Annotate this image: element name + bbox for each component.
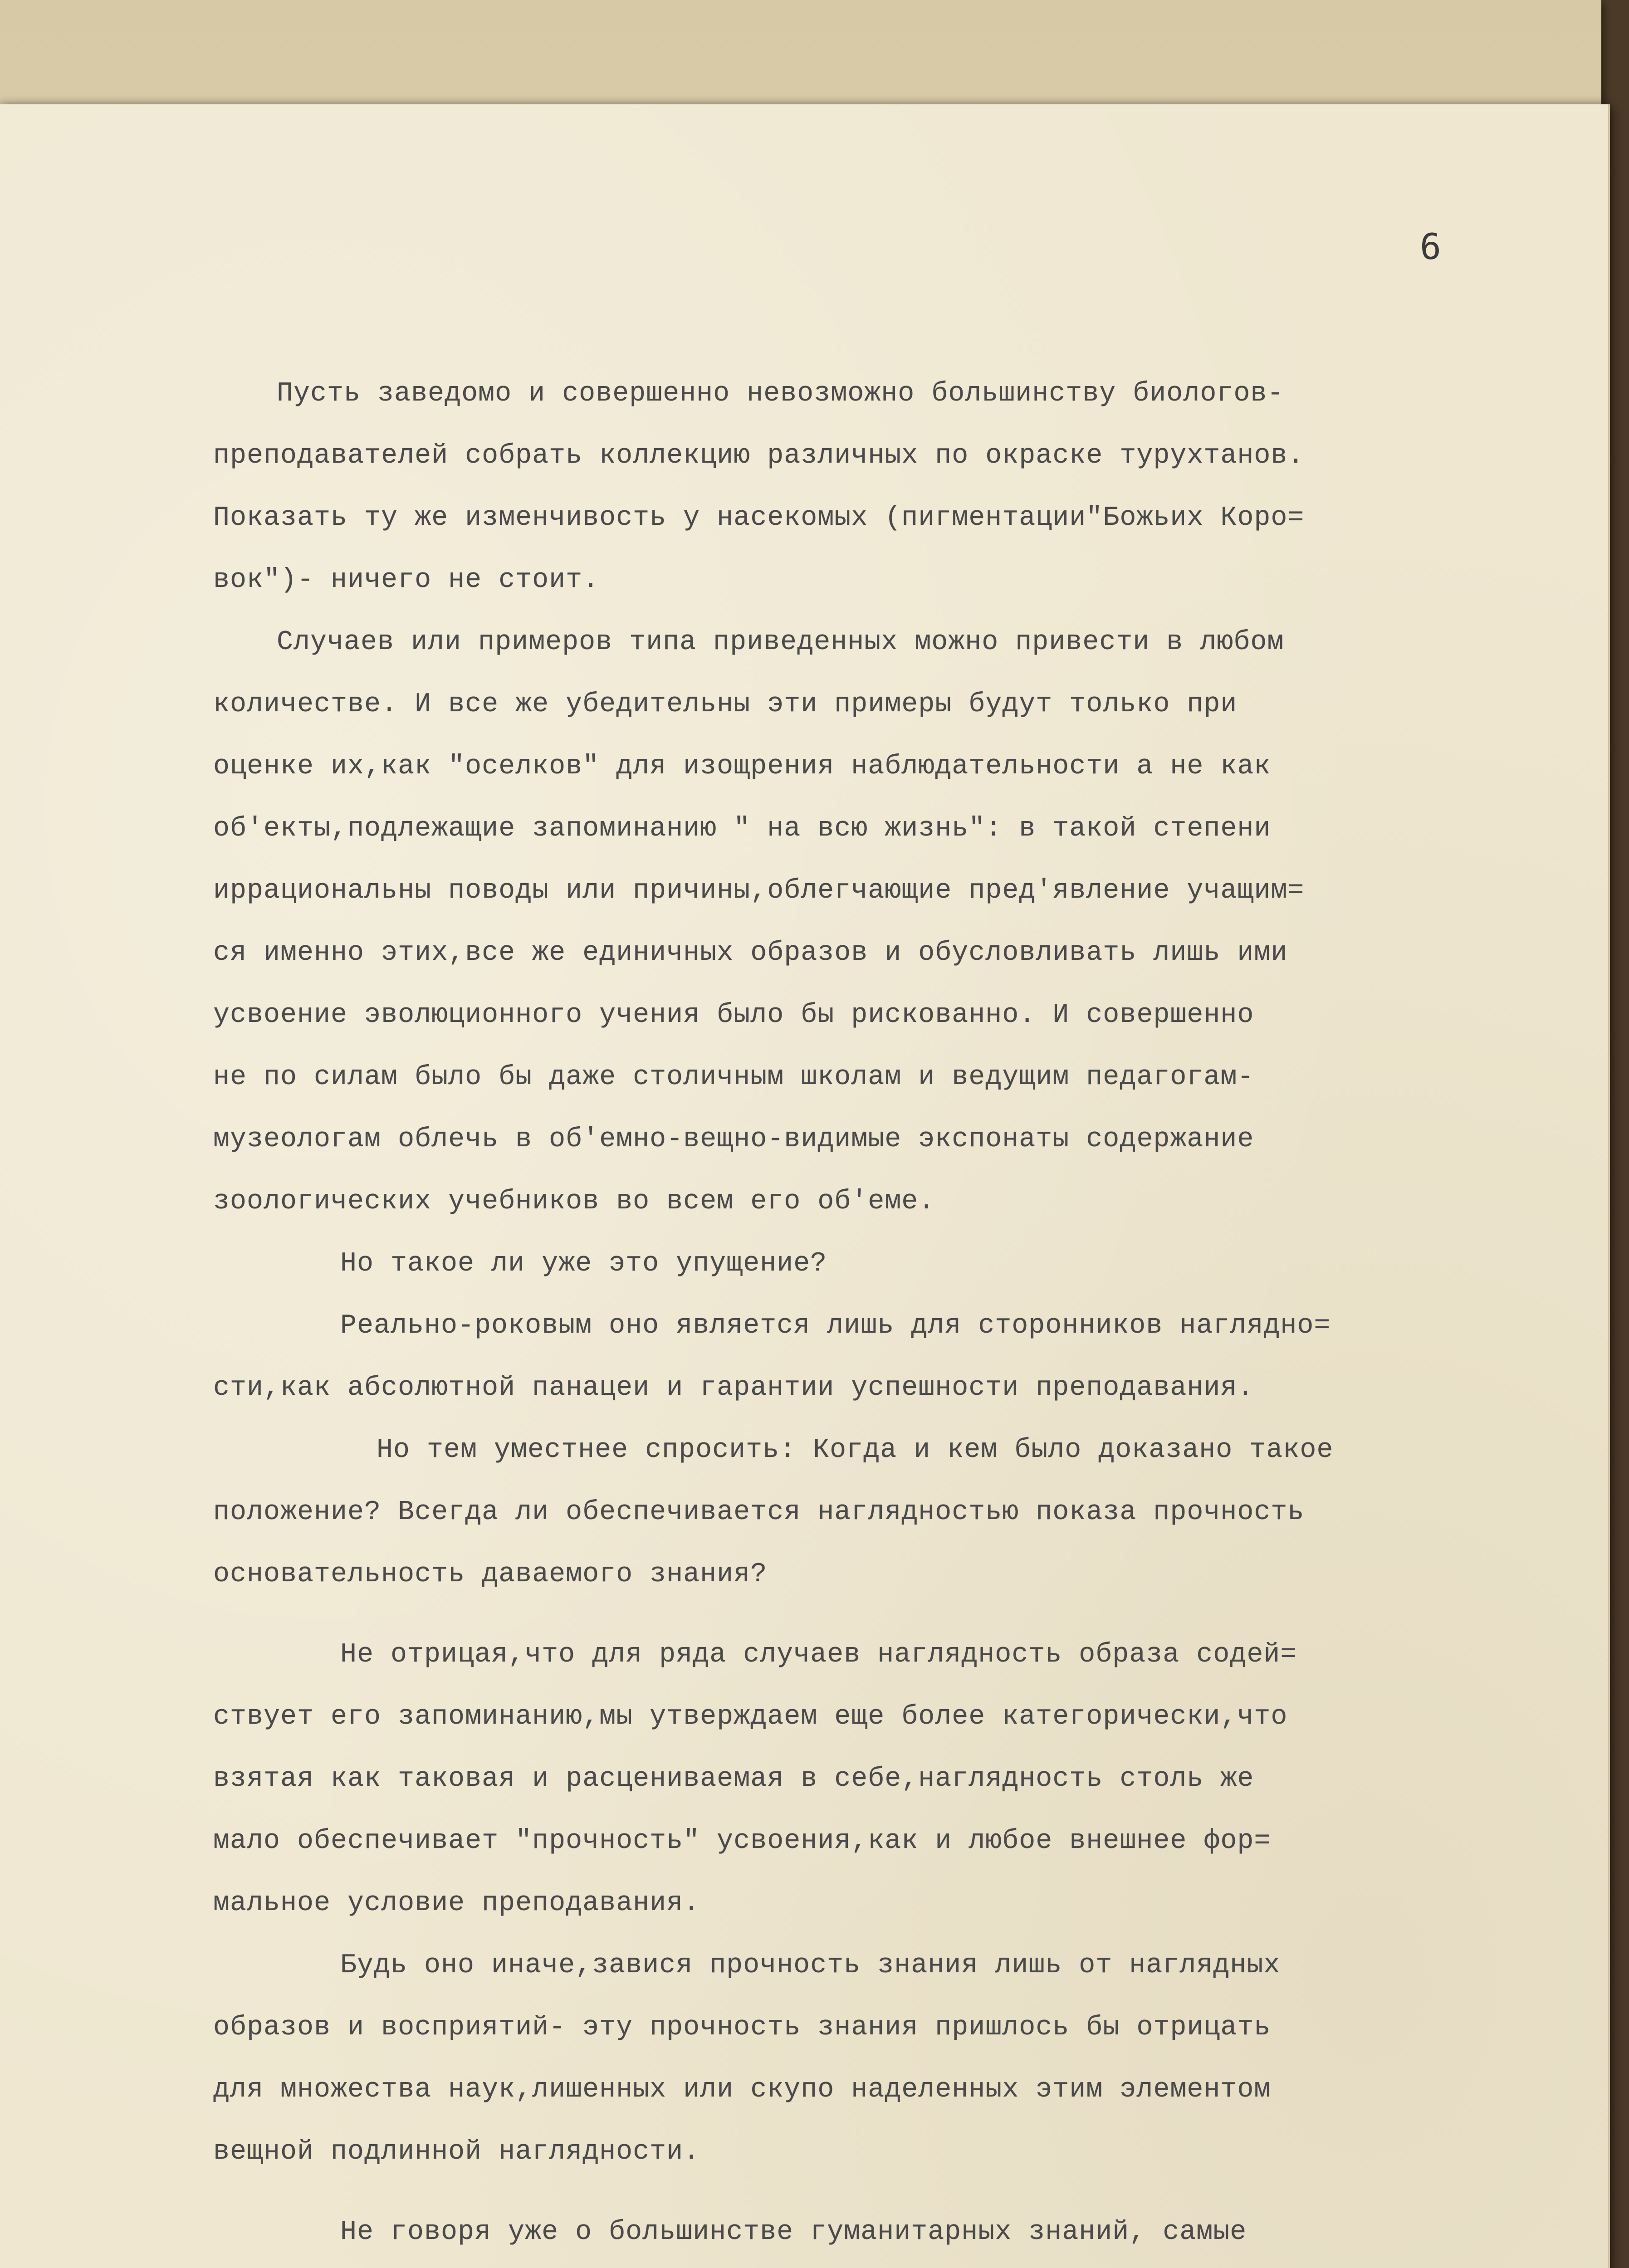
text-line: Реально-роковым оно является лишь для сторонников наглядно=: [340, 1310, 1331, 1341]
page-number: 6: [1420, 227, 1441, 268]
text-line: иррациональны поводы или причины,облегчающие пред'явление учащим=: [213, 875, 1305, 906]
paragraph-3: [213, 1233, 1551, 1295]
text-line: основательность даваемого знания?: [213, 1559, 768, 1590]
paragraph-1: [213, 363, 1551, 611]
text-line: Не отрицая,что для ряда случаев наглядность образа содей=: [340, 1639, 1297, 1670]
paragraph-4: [213, 1295, 1551, 1419]
text-line: Не говоря уже о большинстве гуманитарных знаний, самые: [340, 2217, 1247, 2248]
paragraph-6: [213, 1624, 1551, 1935]
typed-text-body: [213, 363, 1551, 2268]
text-line: сти,как абсолютной панацеи и гарантии успешности преподавания.: [213, 1373, 1254, 1403]
text-line: Показать ту же изменчивость у насекомых (пигментации"Божьих Коро=: [213, 503, 1305, 533]
text-line: преподавателей собрать коллекцию различных по окраске турухтанов.: [213, 440, 1305, 471]
text-line: вещной подлинной наглядности.: [213, 2136, 700, 2167]
text-line: для множества наук,лишенных или скупо наделенных этим элементом: [213, 2074, 1271, 2105]
paragraph-8: [213, 2201, 1551, 2268]
text-line: положение? Всегда ли обеспечивается наглядностью показа прочность: [213, 1497, 1305, 1528]
text-line: Но такое ли уже это упущение?: [340, 1248, 827, 1279]
typewritten-page: [0, 104, 1610, 2268]
text-line: оценке их,как "оселков" для изощрения наблюдательности а не как: [213, 751, 1271, 782]
text-line: Случаев или примеров типа приведенных можно привести в любом: [277, 627, 1284, 658]
text-line: музеологам облечь в об'емно-вещно-видимые экспонаты содержание: [213, 1124, 1254, 1155]
text-line: зоологических учебников во всем его об'еме.: [213, 1186, 935, 1217]
text-line: об'екты,подлежащие запоминанию " на всю жизнь": в такой степени: [213, 813, 1271, 844]
text-line: вок")- ничего не стоит.: [213, 565, 600, 596]
text-line: не по силам было бы даже столичным школам и ведущим педагогам-: [213, 1062, 1254, 1093]
text-line: [213, 2263, 1551, 2268]
text-line: мальное условие преподавания.: [213, 1888, 700, 1919]
paragraph-2: [213, 611, 1551, 1233]
text-line: взятая как таковая и расцениваемая в себе,наглядность столь же: [213, 1764, 1254, 1794]
paragraph-7: [213, 1935, 1551, 2183]
text-line: мало обеспечивает "прочность" усвоения,как и любое внешнее фор=: [213, 1826, 1271, 1857]
text-line: Пусть заведомо и совершенно невозможно большинству биологов-: [277, 378, 1284, 409]
paragraph-5: [213, 1419, 1551, 1606]
text-line: количестве. И все же убедительны эти примеры будут только при: [213, 689, 1238, 720]
text-line: усвоение эволюционного учения было бы рискованно. И совершенно: [213, 1000, 1254, 1031]
text-line: образов и восприятий- эту прочность знания пришлось бы отрицать: [213, 2012, 1271, 2043]
text-line: Но тем уместнее спросить: Когда и кем было доказано такое: [377, 1435, 1334, 1466]
text-line: ся именно этих,все же единичных образов и обусловливать лишь ими: [213, 938, 1288, 968]
text-line: ствует его запоминанию,мы утверждаем еще более категорически,что: [213, 1701, 1288, 1732]
text-line: Будь оно иначе,завися прочность знания лишь от наглядных: [340, 1950, 1281, 1981]
